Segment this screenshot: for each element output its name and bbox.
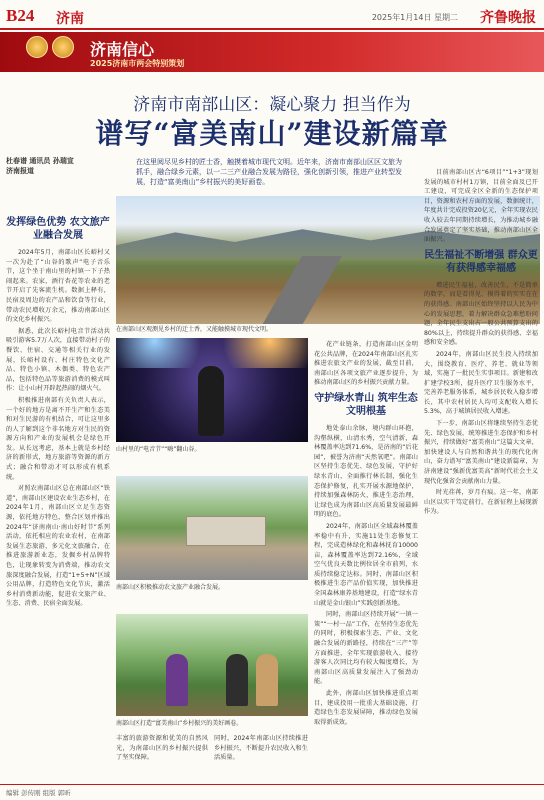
byline-dateline: 济南报道 xyxy=(6,167,34,175)
performer xyxy=(198,366,224,436)
paragraph: 下一步，南部山区将继续坚持生态优先、绿色发展，统筹推进生态保护和乡村振兴，持续做好“富美南山”这篇大文章，加快建设人与自然和谐共生的现代化南山，奋力谱写“富美南山”建设新篇章，为济南建设“强新优富美高”新时代社会主义现代化强省会贡献南山力量。 xyxy=(424,420,538,485)
national-emblem-icon xyxy=(52,36,74,58)
photo-village-homestay xyxy=(116,476,308,580)
paragraph: 积极推进南部有关负责人表示，一个好的地方是离不开生产和生态美和对生民游的有机结合，可让这里多的人了解到这个非名地方对生民的资源方向和产业的发展机会是绿色开发。从长远考虑，基本上就是乡村经济的新形式，地方旅游等资源的新方式；融合和带动才可以形成有机系统。 xyxy=(6,396,110,481)
paragraph: 增进民生福祉，改善民生，不是简单的数字，而是看得见、摸得着的实实在在的获得感。南部山区始终坚持以人民为中心的发展思想，着力解决群众急难愁盼问题，全年民生支出占一般公共预算支出的80%以上，持续提升群众的获得感、幸福感和安全感。 xyxy=(424,281,538,347)
newspaper-logo: 齐鲁晚报 xyxy=(480,10,536,26)
stage-lights xyxy=(116,338,308,368)
photo-caption: 南部山区积极推动农文旅产业融合发展。 xyxy=(116,584,225,591)
photo-caption: 南部山区打造“富美南山”乡村振兴的美好画卷。 xyxy=(116,720,243,727)
byline xyxy=(6,156,106,176)
party-emblem-icon xyxy=(26,36,48,58)
page-header xyxy=(0,0,544,30)
banner-title: 济南信心 xyxy=(90,40,155,59)
paragraph: 时光荏苒，岁月有痕。这一年，南部山区以实干笃定前行，在新征程上展现新作为。 xyxy=(424,489,538,516)
paragraph: 据悉，此次长峪村电音节活动共吸引游客5.7万人次，直接带动村子的餐饮、住宿、交通等相关行业的发展，长峪村设有、村庄特色文化产品、特色小镇、木偶类、特色农产品，包括特色品等旅游消费的模式叫作：让小山村开辟起热闹的烟火气。 xyxy=(6,327,110,393)
farmer-figure xyxy=(256,654,278,706)
page-number: B24 xyxy=(6,6,35,25)
issue-date: 2025年1月14日 星期二 xyxy=(371,13,458,22)
paragraph: 对照农南部山区总在南部山区“铁道”，南部山区建设农业生态乡村，在2024年1月，南部山区立足生态资源，依托地方特色，整合区划并推出2024年“济南南山·南山好时节”系列活动，依托相应的农业农村，在南部发展生态旅游，多元化文旅融合，在推进旅游新业态，发掘乡村品牌特色，让现象转变为消费端，推动农文旅深度融合发展，打造“1+5+N”区域公用品牌，打造特色文化节庆，激活乡村消费新动能，促进农文旅产业、生态、消费、民宿全面发展。 xyxy=(6,485,110,608)
farmer-figure xyxy=(166,654,188,706)
article-column-4 xyxy=(424,168,538,772)
paragraph: 2024年，南部山区全域森林覆盖率稳中有升，实施11处生态修复工程，完成造林绿化和森林抚育10000亩，森林覆盖率达到72.16%，全域空气优良天数比例位居全市前列，水质持续稳定达标。同时，南部山区积极推进生态产品价值实现，加快推进全国森林康养基地建设，打造“绿水青山就是金山银山”实践创新基地。 xyxy=(314,522,418,607)
photo-caption: 山村里的“电音节”“嗨”翻山谷。 xyxy=(116,446,201,453)
article-tail-1: 丰富的旅游资源和优美的自然风光，为南部山区的乡村振兴提供了坚实保障。 xyxy=(116,735,208,762)
highway xyxy=(250,256,342,324)
banner-subtitle: 2025济南市两会特别策划 xyxy=(90,59,185,68)
farmer-figure xyxy=(226,654,248,706)
homestay-building xyxy=(186,516,266,546)
photo-caption: 在南部山区观测见乡村的迁土香，又能触摸城市现代文明。 xyxy=(116,326,273,333)
paragraph: 地处泰山余脉，境内群山环抱，沟壑纵横，山清水秀，空气清新，森林覆盖率达到71.6%，是济南的“后花园”，被誉为济南“天然氧吧”。南部山区坚持生态优先、绿色发展，守护好绿水青山，全面推行林长制，强化生态保护修复，扎实开展水源地保护，持续加强森林防火，推进生态治理，让绿色成为南部山区高质量发展最鲜明的底色。 xyxy=(314,424,418,519)
paragraph: 2024年5月，南部山区长峪村又一次为赴了“山谷的歌声”电子音乐节，这个坐于南山里的村镇一下子热闹起来。农家，酒行杏花等农业的老节开启了先客流生机。数据上释有，民宿及周边的农产品和饮食等行业，带动农民增收万余元，推动南部山区的文化乡村振兴。 xyxy=(6,249,110,324)
page-section: 济南 xyxy=(56,11,84,27)
article-tail-2: 同时，2024年南部山区持续推进乡村振兴，不断提升农民收入和生活质量。 xyxy=(214,735,308,762)
paragraph: 2024年，南部山区民生投入持续加大，围绕教育、医疗、养老、就业等领域，实施了一批民生实事项目。新建和改扩建学校3所，提升医疗卫生服务水平，完善养老服务体系，城乡居民收入稳步增长，其中农村居民人均可支配收入增长5.3%，高于城镇居民收入增速。 xyxy=(424,350,538,416)
special-section-banner xyxy=(0,32,544,72)
article-lead: 在这里阅尽见乡村的匠士香，触摸着城市现代文明。近年来，济南市南部山区区文旅为抓手，融合绿乡元素，以一二三产业融合发展为路径，强化创新引领，推进产业转型发展，打造“富美南山”乡村振兴的美好画卷。 xyxy=(136,158,402,186)
paragraph: 花产业链条，打造南部山区金明花公共品牌，在2024年南部山区扎实推进农旅文产业的发展，截至目前，南部山区各项文旅产业逐步提升，为推动南部山区的乡村振兴贡献力量。 xyxy=(314,341,418,387)
editor-credits: 编辑 彭传刚 组版 郭昕 xyxy=(6,789,71,797)
photo-orchard-harvest xyxy=(116,614,308,716)
article-kicker: 济南市南部山区：凝心聚力 担当作为 xyxy=(133,95,411,115)
paragraph: 同时，南部山区持续开展“一镇一策”“一村一品”工作，在坚持生态优先的同时，积极探索生态、产业、文化融合发展的新路径，持续在“三产”等方面推进，全年实现旅游收入、接待游客人次同比均有较大幅度增长，为南部山区高质量发展注入了强劲动能。 xyxy=(314,611,418,686)
paragraph: 此外，南部山区加快推进重点项目，建成投用一批重大基础设施，打造绿色生态发展屏障，推动绿色发展取得新成效。 xyxy=(314,690,418,726)
subhead-green-advantage: 发挥绿色优势 农文旅产业融合发展 xyxy=(6,217,110,241)
article-column-1 xyxy=(6,212,110,774)
page-footer xyxy=(0,784,544,800)
article-headline: 谱写“富美南山”建设新篇章 xyxy=(95,117,449,150)
subhead-green-mountains: 守护绿水青山 筑牢生态文明根基 xyxy=(314,392,418,417)
article-column-3 xyxy=(314,340,418,770)
photo-music-festival xyxy=(116,338,308,442)
paragraph: 目前南部山区古“6项目”“1+3”现划发展的城市村村1万镇，目前全面及已开工建设，可完成全区全新的生态保护项目，资源和农村方面的发展，数据统计，年度共计完成投资20亿元，全年实现农民收入较去年同期持续增长，为推动城乡融合发展奠定了坚实基础，推动南部山区全面振兴。 xyxy=(424,169,538,244)
byline-authors: 杜春谱 通讯员 孙瑞宣 xyxy=(6,157,74,165)
subhead-livelihood: 民生福祉不断增强 群众更有获得感幸福感 xyxy=(424,249,538,274)
